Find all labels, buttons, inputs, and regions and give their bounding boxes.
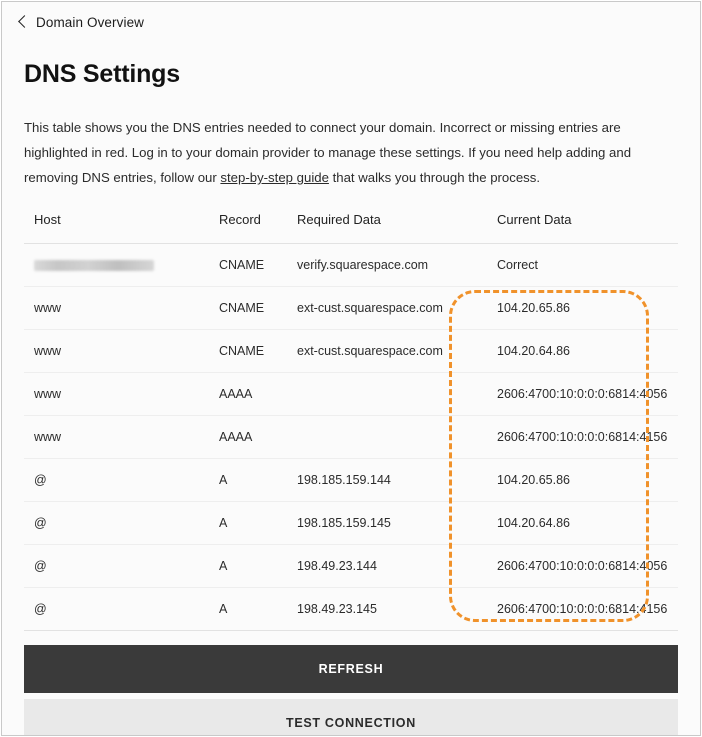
cell-host [24,244,219,287]
cell-record: AAAA [219,373,297,416]
intro-paragraph [24,115,678,190]
test-connection-button[interactable]: TEST CONNECTION [24,699,678,736]
redacted-host-value [34,260,154,271]
cell-required-data: verify.squarespace.com [297,244,497,287]
page-title: DNS Settings [24,60,180,88]
cell-host: www [24,287,219,330]
table-row [24,244,678,287]
table-row [24,373,678,416]
cell-required-data: ext-cust.squarespace.com [297,287,497,330]
back-navigation[interactable] [2,2,700,42]
column-header-host: Host [24,212,219,244]
cell-record: A [219,502,297,545]
dns-settings-panel [1,1,701,736]
chevron-left-icon [16,15,30,29]
table-row [24,502,678,545]
cell-host: www [24,373,219,416]
column-header-current-data: Current Data [497,212,678,244]
cell-required-data [297,373,497,416]
cell-record: A [219,588,297,631]
column-header-record: Record [219,212,297,244]
cell-current-data: 104.20.64.86 [497,502,678,545]
intro-text-part2: that walks you through the process. [328,170,541,185]
cell-host: @ [24,459,219,502]
dns-records-table [24,212,678,631]
table-row [24,545,678,588]
cell-required-data: 198.185.159.145 [297,502,497,545]
table-header-row [24,212,678,244]
cell-current-data: 2606:4700:10:0:0:0:6814:4056 [497,373,678,416]
cell-host: www [24,330,219,373]
table-header [24,212,678,244]
table-row [24,588,678,631]
cell-current-data: Correct [497,244,678,287]
cell-current-data: 2606:4700:10:0:0:0:6814:4056 [497,545,678,588]
action-buttons [2,645,700,736]
cell-host: @ [24,588,219,631]
cell-record: CNAME [219,244,297,287]
cell-current-data: 2606:4700:10:0:0:0:6814:4156 [497,416,678,459]
panel-content [2,60,700,631]
intro-text-part1: This table shows you the DNS entries needed to connect your domain. Incorrect or missing entries are highlighted in red. Log in to your domain provider to manage these settings. If you need help adding and removing DNS entries, follow our [24,120,632,185]
table-row [24,330,678,373]
cell-required-data: ext-cust.squarespace.com [297,330,497,373]
table-row [24,416,678,459]
cell-record: A [219,459,297,502]
cell-record: AAAA [219,416,297,459]
cell-required-data: 198.49.23.145 [297,588,497,631]
cell-record: CNAME [219,330,297,373]
cell-host: www [24,416,219,459]
cell-current-data: 104.20.65.86 [497,287,678,330]
back-link-label[interactable]: Domain Overview [36,14,145,30]
table-row [24,287,678,330]
table-row [24,459,678,502]
step-by-step-guide-link[interactable]: step-by-step guide [220,170,329,185]
cell-current-data: 2606:4700:10:0:0:0:6814:4156 [497,588,678,631]
cell-required-data [297,416,497,459]
cell-required-data: 198.49.23.144 [297,545,497,588]
cell-host: @ [24,502,219,545]
cell-record: CNAME [219,287,297,330]
cell-required-data: 198.185.159.144 [297,459,497,502]
cell-current-data: 104.20.64.86 [497,330,678,373]
refresh-button[interactable]: REFRESH [24,645,678,693]
table-body [24,244,678,631]
column-header-required-data: Required Data [297,212,497,244]
cell-current-data: 104.20.65.86 [497,459,678,502]
cell-record: A [219,545,297,588]
cell-host: @ [24,545,219,588]
